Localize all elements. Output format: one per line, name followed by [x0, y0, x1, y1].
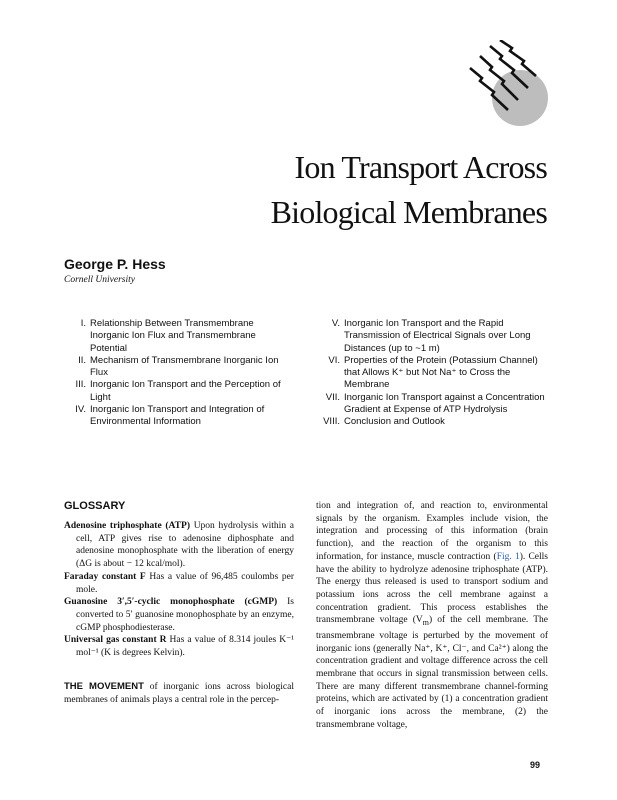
glossary-list [64, 520, 294, 660]
outline-right-column [305, 318, 553, 429]
outline-item-number: I. [80, 318, 86, 329]
vm-subscript: m [422, 618, 429, 628]
outline-item-text: Inorganic Ion Transport against a Concentration Gradient at Expense of ATP Hydrolysis [344, 391, 545, 416]
glossary-term: Adenosine triphosphate (ATP) [64, 521, 190, 531]
outline-item-text: Properties of the Protein (Potassium Channel) that Allows K⁺ but Not Na⁺ to Cross the Membrane [344, 354, 538, 391]
outline-item [305, 318, 553, 355]
glossary-entry [64, 596, 294, 634]
outline-item-text: Mechanism of Transmembrane Inorganic Ion Flux [90, 354, 279, 379]
outline-item-number: VIII. [323, 416, 340, 428]
outline-item-number: II. [78, 354, 86, 366]
article-title [271, 145, 547, 235]
lightning-bolts-logo [460, 40, 556, 126]
outline-item [64, 355, 294, 380]
glossary-entry [64, 520, 294, 571]
title-line-1: Ion Transport Across [294, 149, 547, 185]
outline-item [305, 416, 553, 428]
author-affiliation: Cornell University [64, 275, 135, 285]
glossary-heading: GLOSSARY [64, 500, 126, 512]
intro-lead-in: THE MOVEMENT [64, 681, 144, 692]
outline-item-number: IV. [75, 404, 86, 416]
glossary-entry [64, 634, 294, 659]
author-name: George P. Hess [64, 256, 166, 272]
body-text: ) of the cell membrane. The transmembrane voltage is perturbed by the movement of inorganic ions (generally Na⁺, K⁺, Cl⁻, and Ca²⁺) along the concentration gradient and voltage difference across the cell membrane that occurs in signal transmission between cells. There are many different transmembrane channel-forming proteins, which are activated by (1) a concentration gradient of inorganic ions across the membrane, (2) the transmembrane voltage, [316, 615, 549, 730]
outline-item [64, 404, 294, 429]
body-text: tion and integration of, and reaction to, environmental signals by the organism. Examples include vision, the integration and processing of this information (brain function), and the reaction of the organism to this information, for instance, muscle contraction ( [316, 501, 548, 562]
body-text-right-column [316, 500, 548, 732]
outline-item-number: V. [331, 318, 340, 329]
outline-item [305, 392, 553, 417]
glossary-term: Universal gas constant R [64, 635, 167, 646]
outline-item [64, 379, 294, 404]
figure-1-link[interactable]: Fig. 1 [496, 551, 520, 562]
intro-paragraph [64, 681, 294, 706]
glossary-entry [64, 571, 294, 596]
outline-item-text: Inorganic Ion Transport and the Perception of Light [90, 379, 281, 403]
glossary-definition: Is converted to 5′ guanosine monophosphate by an enzyme, cGMP phosphodiesterase. [76, 597, 295, 633]
page-number: 99 [530, 760, 541, 770]
outline-item-number: III. [75, 379, 86, 391]
glossary-term: Faraday constant F [64, 571, 146, 582]
outline-item-number: VII. [325, 391, 340, 403]
glossary-definition: Upon hydrolysis within a cell, ATP gives rise to adenosine diphosphate and adenosine monophosphate with the liberation of energy (ΔG is about − 12 kcal/mol). [76, 521, 294, 570]
outline-item [64, 318, 294, 355]
intro-text: of inorganic ions across biological membranes of animals plays a central role in the percep- [64, 682, 295, 705]
outline-left-column [64, 318, 294, 429]
glossary-term: Guanosine 3′,5′-cyclic monophosphate (cGMP) [64, 597, 278, 608]
outline-item-number: VI. [328, 354, 340, 366]
title-line-2: Biological Membranes [270, 194, 547, 230]
body-text: ). Cells have the ability to hydrolyze adenosine triphosphate (ATP). The energy thus released is used to transport sodium and potassium ions across the cell membrane against a concentration gradient. This process establishes the transmembrane voltage (V [316, 551, 548, 626]
outline-item-text: Conclusion and Outlook [344, 416, 445, 428]
outline-item-text: Relationship Between Transmembrane Inorganic Ion Flux and Transmembrane Potential [90, 318, 256, 354]
glossary-definition: Has a value of 8.314 joules K⁻¹ mol⁻¹ (K is degrees Kelvin). [76, 635, 294, 659]
outline-item [305, 355, 553, 392]
outline-item-text: Inorganic Ion Transport and the Rapid Transmission of Electrical Signals over Long Distances (up to ~1 m) [344, 318, 531, 354]
glossary-definition: Has a value of 96,485 coulombs per mole. [76, 571, 294, 595]
outline-item-text: Inorganic Ion Transport and Integration of Environmental Information [90, 404, 265, 428]
